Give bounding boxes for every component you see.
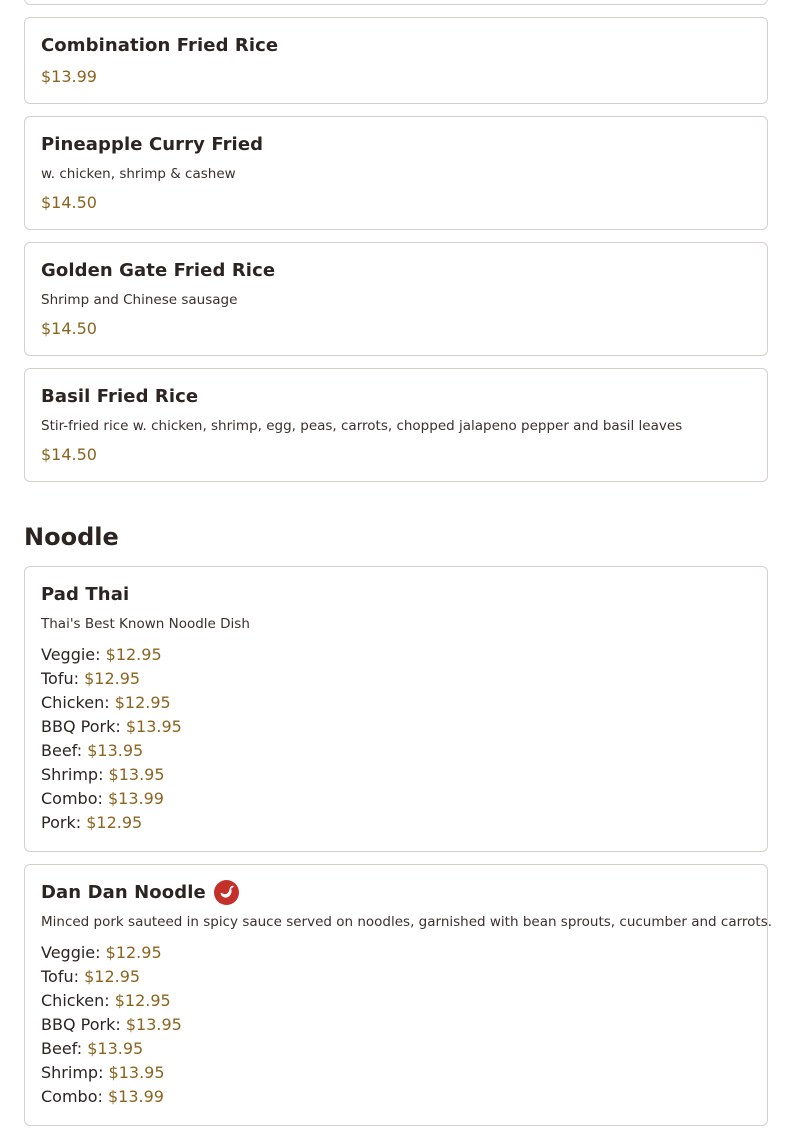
price-variant-combo — [41, 1085, 751, 1109]
variant-label: Veggie: — [41, 645, 101, 664]
variant-price: $12.95 — [114, 991, 171, 1010]
item-price: $14.50 — [41, 193, 97, 212]
item-header — [41, 34, 751, 56]
variant-price: $12.95 — [105, 943, 162, 962]
section-title-noodle: Noodle — [24, 523, 119, 551]
variant-label: BBQ Pork: — [41, 1015, 121, 1034]
variant-price: $13.95 — [108, 1063, 165, 1082]
price-variant-beef — [41, 739, 751, 763]
price-variant-beef — [41, 1037, 751, 1061]
variant-label: Shrimp: — [41, 1063, 104, 1082]
variant-price: $13.95 — [125, 717, 182, 736]
variant-price: $13.99 — [107, 1087, 164, 1106]
variant-label: Combo: — [41, 789, 103, 808]
variant-price: $13.99 — [107, 789, 164, 808]
price-variant-bbq-pork — [41, 1013, 751, 1037]
item-name: Pineapple Curry Fried — [41, 133, 264, 155]
item-price: $13.99 — [41, 67, 97, 86]
item-header — [41, 881, 751, 903]
variant-label: Tofu: — [41, 669, 80, 688]
price-variant-tofu — [41, 667, 751, 691]
item-name: Pad Thai — [41, 583, 130, 605]
item-description: w. chicken, shrimp & cashew — [41, 166, 236, 182]
price-variant-combo — [41, 787, 751, 811]
item-header — [41, 133, 751, 155]
menu-page — [24, 0, 773, 1138]
price-variant-shrimp — [41, 763, 751, 787]
chili-pepper-icon — [214, 880, 239, 905]
variant-price: $12.95 — [84, 669, 141, 688]
variant-label: Pork: — [41, 813, 82, 832]
variant-label: Beef: — [41, 1039, 83, 1058]
menu-item-card — [24, 242, 768, 356]
price-variants — [41, 941, 751, 1109]
item-price: $14.50 — [41, 445, 97, 464]
price-variant-chicken — [41, 989, 751, 1013]
item-name: Combination Fried Rice — [41, 34, 279, 56]
variant-label: BBQ Pork: — [41, 717, 121, 736]
item-description: Thai's Best Known Noodle Dish — [41, 616, 250, 632]
price-variant-veggie — [41, 941, 751, 965]
item-name: Dan Dan Noodle — [41, 881, 206, 903]
variant-price: $12.95 — [114, 693, 171, 712]
price-variant-veggie — [41, 643, 751, 667]
variant-label: Tofu: — [41, 967, 80, 986]
variant-price: $13.95 — [87, 741, 144, 760]
variant-price: $12.95 — [84, 967, 141, 986]
variant-label: Beef: — [41, 741, 83, 760]
variant-label: Chicken: — [41, 693, 110, 712]
menu-item-card — [24, 116, 768, 230]
variant-price: $12.95 — [105, 645, 162, 664]
item-description: Shrimp and Chinese sausage — [41, 292, 238, 308]
variant-price: $13.95 — [125, 1015, 182, 1034]
menu-item-card — [24, 17, 768, 104]
menu-item-card — [24, 0, 768, 5]
variant-price: $13.95 — [87, 1039, 144, 1058]
item-name: Basil Fried Rice — [41, 385, 199, 407]
item-name: Golden Gate Fried Rice — [41, 259, 276, 281]
price-variant-chicken — [41, 691, 751, 715]
variant-price: $13.95 — [108, 765, 165, 784]
item-header — [41, 259, 751, 281]
variant-label: Shrimp: — [41, 765, 104, 784]
price-variants — [41, 643, 751, 835]
variant-label: Chicken: — [41, 991, 110, 1010]
variant-label: Combo: — [41, 1087, 103, 1106]
variant-price: $12.95 — [86, 813, 143, 832]
item-header — [41, 385, 751, 407]
item-description: Minced pork sauteed in spicy sauce served on noodles, garnished with bean sprouts, cucumber and carrots. — [41, 914, 773, 930]
price-variant-pork — [41, 811, 751, 835]
variant-label: Veggie: — [41, 943, 101, 962]
menu-item-card — [24, 864, 773, 1126]
menu-item-card — [24, 368, 768, 482]
item-description: Stir-fried rice w. chicken, shrimp, egg, peas, carrots, chopped jalapeno pepper and basil leaves — [41, 418, 683, 434]
price-variant-shrimp — [41, 1061, 751, 1085]
menu-item-card — [24, 566, 768, 852]
price-variant-tofu — [41, 965, 751, 989]
price-variant-bbq-pork — [41, 715, 751, 739]
item-price: $14.50 — [41, 319, 97, 338]
item-header — [41, 583, 751, 605]
